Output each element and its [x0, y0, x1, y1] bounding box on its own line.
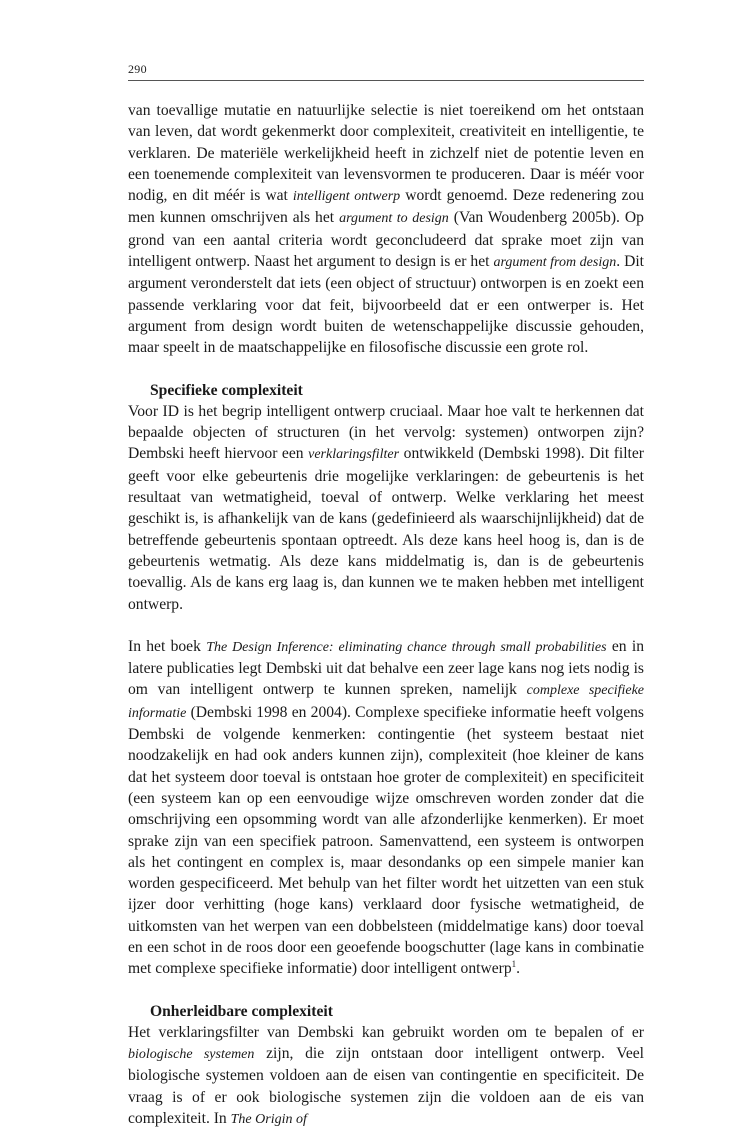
header-rule [128, 80, 644, 81]
paragraph-4: Het verklaringsfilter van Dembski kan gebruikt worden om te bepalen of er biologische systemen zijn, die zijn ontstaan door intelligent ontwerp. Veel biologische systemen voldoen aan de eisen van contingentie en specificiteit. De vraag is of er ook biologische systemen zijn die voldoen aan de eis van complexiteit. In The Origin of [128, 1023, 644, 1128]
paragraph-2: Voor ID is het begrip intelligent ontwerp cruciaal. Maar hoe valt te herkennen dat bepaalde objecten of structuren (in het vervolg: systemen) ontworpen zijn? Dembski heeft hiervoor een verklaringsfilter ontwikkeld (Dembski 1998). Dit filter geeft voor elke gebeurtenis drie mogelijke verklaringen: de gebeurtenis is het resultaat van wetmatigheid, toeval of ontwerp. Welke verklaring het meest geschikt is, is afhankelijk van de kans (gedefinieerd als waarschijnlijkheid) dat de betreffende gebeurtenis spontaan optreedt. Als deze kans heel hoog is, dan is de gebeurtenis wetmatig. Als deze kans middelmatig is, dan is de gebeurtenis toevallig. Als de kans erg laag is, dan kunnen we te maken hebben met intelligent ontwerp. [128, 402, 644, 613]
paragraph-3: In het boek The Design Inference: eliminating chance through small probabilities en in latere publicaties legt Dembski uit dat behalve een zeer lage kans nog iets nodig is om van intelligent ontwerp te kunnen spreken, namelijk complexe specifieke informatie (Dembski 1998 en 2004). Complexe specifieke informatie heeft volgens Dembski de volgende kenmerken: contingentie (het systeem bestaat niet noodzakelijk en had ook anders kunnen zijn), complexiteit (hoe kleiner de kans dat het systeem door toeval is ontstaan hoe groter de complexiteit) en specificiteit (een systeem kan op een eenvoudige wijze omschreven worden zonder dat die omschrijving een opsomming wordt van alle afzonderlijke kenmerken). Er moet sprake zijn van een specifiek patroon. Samenvattend, een systeem is ontworpen als het contingent en complex is, maar desondanks op een simpele manier kan worden gespecificeerd. Met behulp van het filter wordt het uitzetten van een stuk ijzer door verhitting (hoge kans) verklaard door fysische wetmatigheid, de uitkomsten van het werpen van een dobbelsteen (middelmatige kans) door toeval en een schot in de roos door een geoefende boogschutter (lage kans in combinatie met complexe specifieke informatie) door intelligent ontwerp$^1$. [128, 637, 645, 978]
paragraph-1: van toevallige mutatie en natuurlijke selectie is niet toereikend om het ontstaan van leven, dat wordt gekenmerkt door complexiteit, creativiteit en intelligentie, te verklaren. De materiële werkelijkheid heeft in zichzelf niet de potentie leven en een toenemende complexiteit van levensvormen te produceren. Daar is méér voor nodig, en dit méér is wat intelligent ontwerp wordt genoemd. Deze redenering zou men kunnen omschrijven als het argument to design (Van Woudenberg 2005b). Op grond van een aantal criteria wordt geconcludeerd dat sprake moet zijn van intelligent ontwerp. Naast het argument to design is er het argument from design. Dit argument veronderstelt dat iets (een object of structuur) ontworpen is en zoekt een passende verklaring voor dat feit, bijvoorbeeld dat er een ontwerper is. Het argument from design wordt buiten de wetenschappelijke discussie gehouden, maar speelt in de maatschappelijke en filosofische discussie een grote rol. [128, 102, 645, 357]
page-body [128, 100, 644, 1130]
section-heading-specifieke-complexiteit: Specifieke complexiteit [150, 381, 303, 399]
footnote-marker: 1 [511, 959, 517, 970]
section-heading-onherleidbare-complexiteit: Onherleidbare complexiteit [150, 1002, 333, 1020]
page-number: 290 [128, 62, 147, 76]
